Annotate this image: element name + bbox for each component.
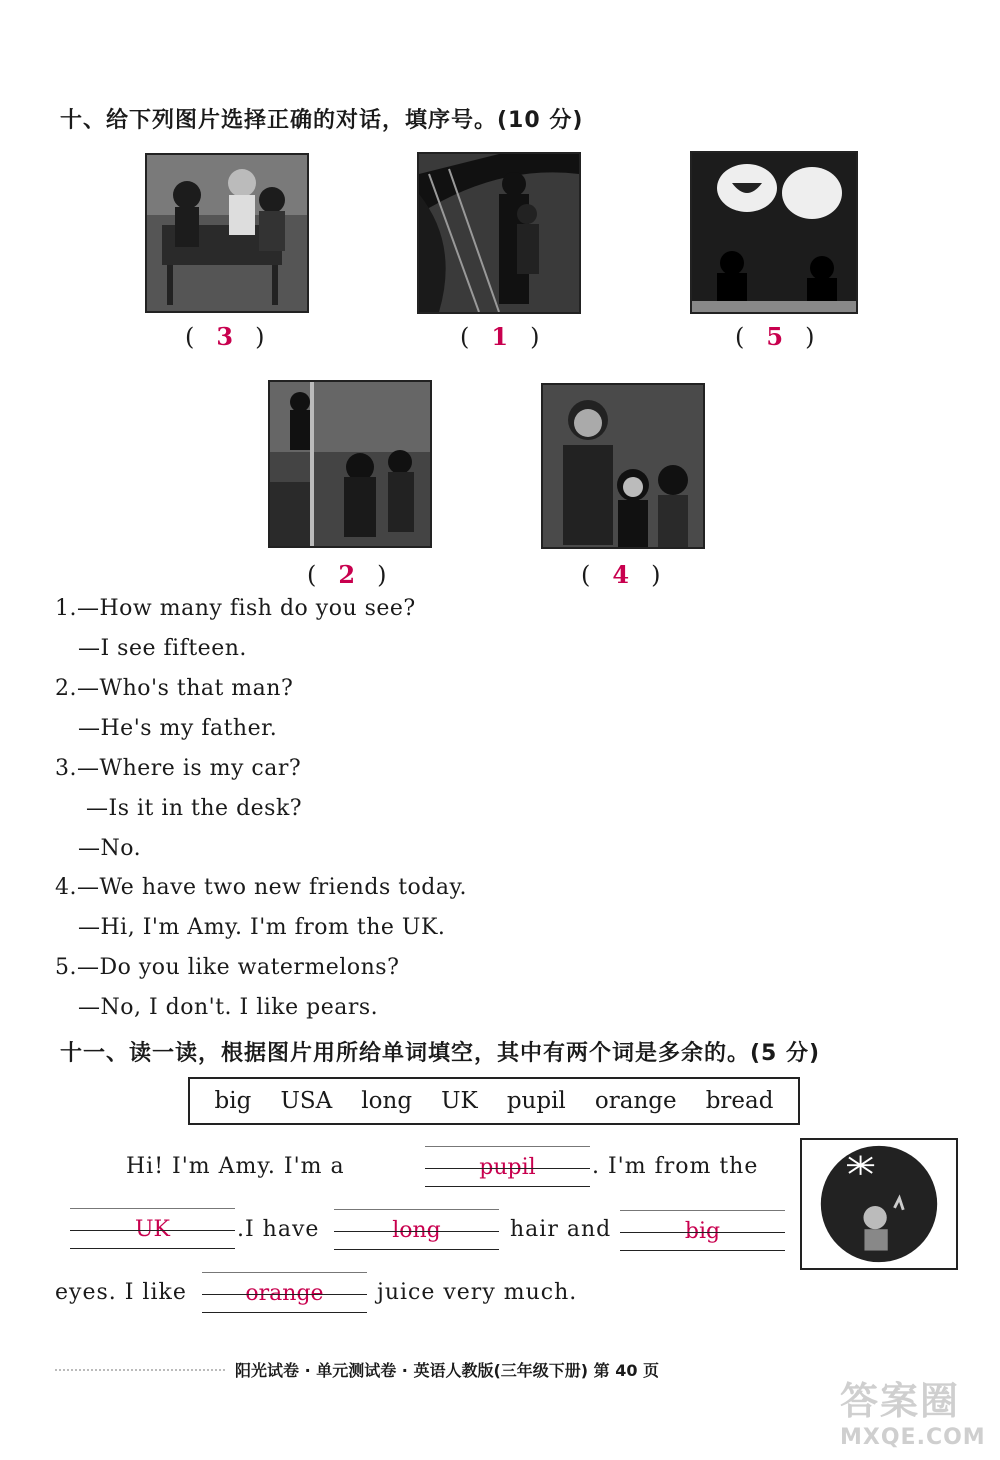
page-footer (55, 1358, 775, 1381)
answer-picture-4: 2 (338, 560, 356, 589)
uk-flag-icon (847, 1156, 874, 1175)
blank-3[interactable] (334, 1213, 499, 1249)
dialogue-line: —No, I don't. I like pears. (78, 995, 379, 1020)
word-bank-item: USA (280, 1088, 333, 1114)
picture-family (541, 383, 705, 549)
footer-text: 阳光试卷 · 单元测试卷 · 英语人教版(三年级下册) 第 40 页 (235, 1361, 660, 1380)
answer-paren-4: ( 2 ) (307, 560, 387, 589)
answer-picture-2: 1 (491, 322, 509, 351)
picture-thought-bubbles (690, 151, 858, 314)
watermark-url: MXQE.COM (840, 1425, 986, 1450)
passage-text: juice very much. (377, 1280, 578, 1305)
blank-4-answer: big (684, 1219, 721, 1244)
dialogue-line: —Hi, I'm Amy. I'm from the UK. (78, 915, 446, 940)
classroom-illustration (270, 382, 430, 546)
answer-picture-1: 3 (216, 322, 234, 351)
dialogue-line: 5.—Do you like watermelons? (55, 955, 400, 980)
blank-2-answer: UK (135, 1217, 170, 1242)
watermark-logo-text: 答案圈 (840, 1379, 961, 1423)
blank-2[interactable] (70, 1212, 235, 1248)
man-and-girl-illustration (419, 154, 579, 312)
blank-5[interactable] (202, 1276, 367, 1312)
passage-text: Hi! I'm Amy. I'm a (126, 1154, 345, 1179)
picture-classroom (268, 380, 432, 548)
blank-1[interactable] (425, 1150, 590, 1186)
answer-paren-2: ( 1 ) (460, 322, 540, 351)
section-11-heading: 十一、读一读，根据图片用所给单词填空，其中有两个词是多余的。(5 分) (60, 1041, 821, 1066)
word-bank-item: pupil (506, 1088, 566, 1114)
word-bank-item: orange (594, 1088, 677, 1114)
blank-4[interactable] (620, 1214, 785, 1250)
kids-fish-tank-illustration (147, 155, 307, 311)
dialogue-line: 3.—Where is my car? (55, 756, 302, 781)
dialogue-line: 2.—Who's that man? (55, 676, 294, 701)
thought-bubbles-illustration (692, 153, 856, 312)
passage-text: eyes. I like (55, 1280, 187, 1305)
word-bank-item: UK (441, 1088, 478, 1114)
picture-man-and-girl (417, 152, 581, 314)
blank-3-answer: long (392, 1218, 441, 1243)
family-illustration (543, 385, 703, 547)
answer-picture-3: 5 (766, 322, 784, 351)
word-bank-item: big (214, 1088, 252, 1114)
passage-text: hair and (510, 1217, 612, 1242)
site-watermark (840, 1370, 990, 1450)
dialogue-line: —No. (78, 836, 142, 861)
picture-amy-uk (800, 1138, 958, 1270)
section-10-heading: 十、给下列图片选择正确的对话，填序号。(10 分) (60, 108, 584, 133)
word-bank-item: bread (705, 1088, 774, 1114)
dialogue-line: —Is it in the desk? (86, 796, 303, 821)
answer-paren-1: ( 3 ) (185, 322, 265, 351)
picture-kids-fish-tank (145, 153, 309, 313)
word-bank (188, 1077, 800, 1125)
footer-dotted-rule (55, 1369, 225, 1371)
passage-text: .I have (237, 1217, 320, 1242)
blank-5-answer: orange (245, 1281, 324, 1306)
dialogue-line: 1.—How many fish do you see? (55, 596, 416, 621)
word-bank-item: long (361, 1088, 413, 1114)
answer-paren-5: ( 4 ) (581, 560, 661, 589)
blank-1-answer: pupil (479, 1155, 536, 1180)
dialogue-line: 4.—We have two new friends today. (55, 875, 468, 900)
dialogue-line: —He's my father. (78, 716, 278, 741)
answer-picture-5: 4 (612, 560, 630, 589)
amy-uk-flag-illustration (802, 1140, 956, 1268)
answer-paren-3: ( 5 ) (735, 322, 815, 351)
dialogue-line: —I see fifteen. (78, 636, 247, 661)
passage-text: . I'm from the (592, 1154, 759, 1179)
